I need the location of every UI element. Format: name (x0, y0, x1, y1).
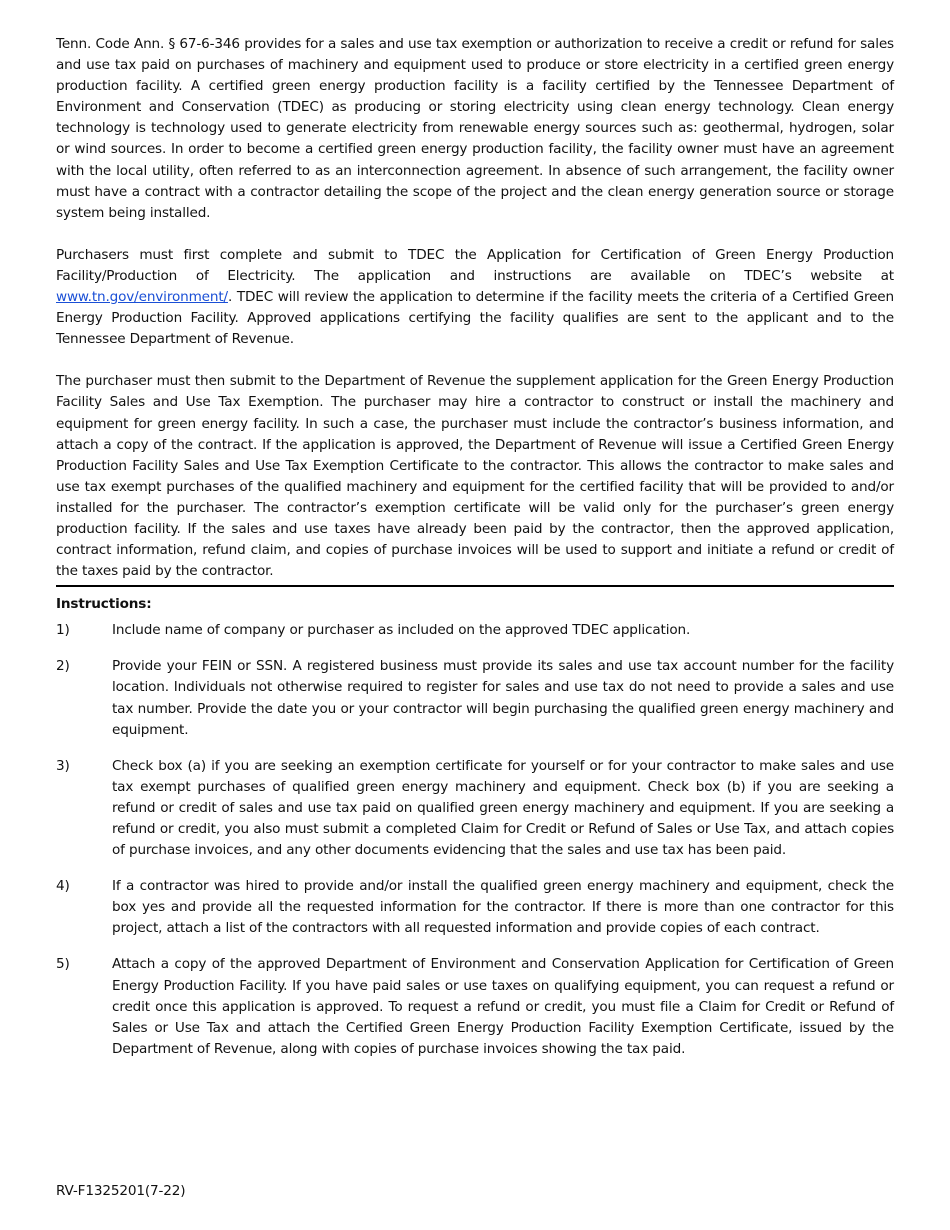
item-text: If a contractor was hired to provide and/or install the qualified green energy machinery and equipment, check the box yes and provide all the requested information for the contractor. If there is more than one contractor for this project, attach a list of the contractors with all requested information and provide copies of each contract. (112, 878, 894, 937)
intro-paragraph-1: Tenn. Code Ann. § 67-6-346 provides for a sales and use tax exemption or authorization to receive a credit or refund for sales and use tax paid on purchases of machinery and equipment used to produce or store electricity in a certified green energy production facility. A certified green energy production facility is a facility certified by the Tennessee Department of Environment and Conservation (TDEC) as producing or storing electricity using clean energy technology. Clean energy technology is technology used to generate electricity from renewable energy sources such as: geothermal, hydrogen, solar or wind sources. In order to become a certified green energy production facility, the facility owner must have an agreement with the local utility, often referred to as an interconnection agreement. In absence of such arrangement, the facility owner must have a contract with a contractor detailing the scope of the project and the clean energy generation source or storage system being installed. (56, 36, 894, 221)
instruction-item (56, 876, 894, 939)
instruction-item (56, 656, 894, 740)
instructions-heading: Instructions: (56, 596, 152, 613)
item-number: 1) (56, 622, 70, 639)
item-number: 3) (56, 757, 70, 774)
intro-paragraph-3: The purchaser must then submit to the Department of Revenue the supplement application for the Green Energy Production Facility Sales and Use Tax Exemption. The purchaser may hire a contractor to construct or install the machinery and equipment for green energy facility. In such a case, the purchaser must include the contractor’s business information, and attach a copy of the contract. If the application is approved, the Department of Revenue will issue a Certified Green Energy Production Facility Sales and Use Tax Exemption Certificate to the contractor. This allows the contractor to make sales and use tax exempt purchases of the qualified machinery and equipment for the certified facility that will be provided to and/or installed for the purchaser. The contractor’s exemption certificate will be valid only for the purchaser’s green energy production facility. If the sales and use taxes have already been paid by the contractor, then the approved application, contract information, refund claim, and copies of purchase invoices will be used to support and initiate a refund or credit of the taxes paid by the contractor. (56, 373, 894, 580)
item-text: Include name of company or purchaser as included on the approved TDEC application. (112, 622, 691, 639)
p2-text-after: . TDEC will review the application to determine if the facility meets the criteria of a Certified Green Energy Production Facility. Approved applications certifying the facility qualifies are sent to the applicant and to the Tennessee Department of Revenue. (56, 289, 894, 348)
instruction-item (56, 756, 894, 861)
section-divider (56, 585, 894, 587)
item-text: Check box (a) if you are seeking an exemption certificate for yourself or for your contractor to make sales and use tax exempt purchases of qualified green energy machinery and equipment. Check box (b) if you are seeking a refund or credit of sales and use tax paid on qualified green energy machinery and equipment. If you are seeking a refund or credit, you also must submit a completed Claim for Credit or Refund of Sales or Use Tax, and attach copies of purchase invoices, and any other documents evidencing that the sales and use tax has been paid. (112, 757, 894, 859)
item-number: 4) (56, 878, 70, 895)
item-number: 2) (56, 658, 70, 675)
item-text: Provide your FEIN or SSN. A registered business must provide its sales and use tax account number for the facility location. Individuals not otherwise required to register for sales and use tax do not need to provide a sales and use tax number. Provide the date you or your contractor will begin purchasing the qualified green energy machinery and equipment. (112, 658, 894, 738)
item-text: Attach a copy of the approved Department of Environment and Conservation Application for Certification of Green Energy Production Facility. If you have paid sales or use taxes on qualifying equipment, you can request a refund or credit once this application is approved. To request a refund or credit, you must file a Claim for Credit or Refund of Sales or Use Tax and attach the Certified Green Energy Production Facility Exemption Certificate, issued by the Department of Revenue, along with copies of purchase invoices showing the tax paid. (112, 956, 894, 1057)
tdec-website-link[interactable]: www.tn.gov/environment/ (56, 289, 228, 306)
instruction-item (56, 954, 894, 1059)
instruction-item (56, 620, 894, 641)
form-id-footer: RV-F1325201(7-22) (56, 1183, 186, 1199)
document-page (56, 34, 894, 1075)
intro-paragraph-2 (56, 245, 894, 350)
p2-text-before: Purchasers must first complete and submit to TDEC the Application for Certification of Green Energy Production Facility/Production of Electricity. The application and instructions are available on TDEC’s website at (56, 246, 894, 284)
item-number: 5) (56, 956, 70, 973)
